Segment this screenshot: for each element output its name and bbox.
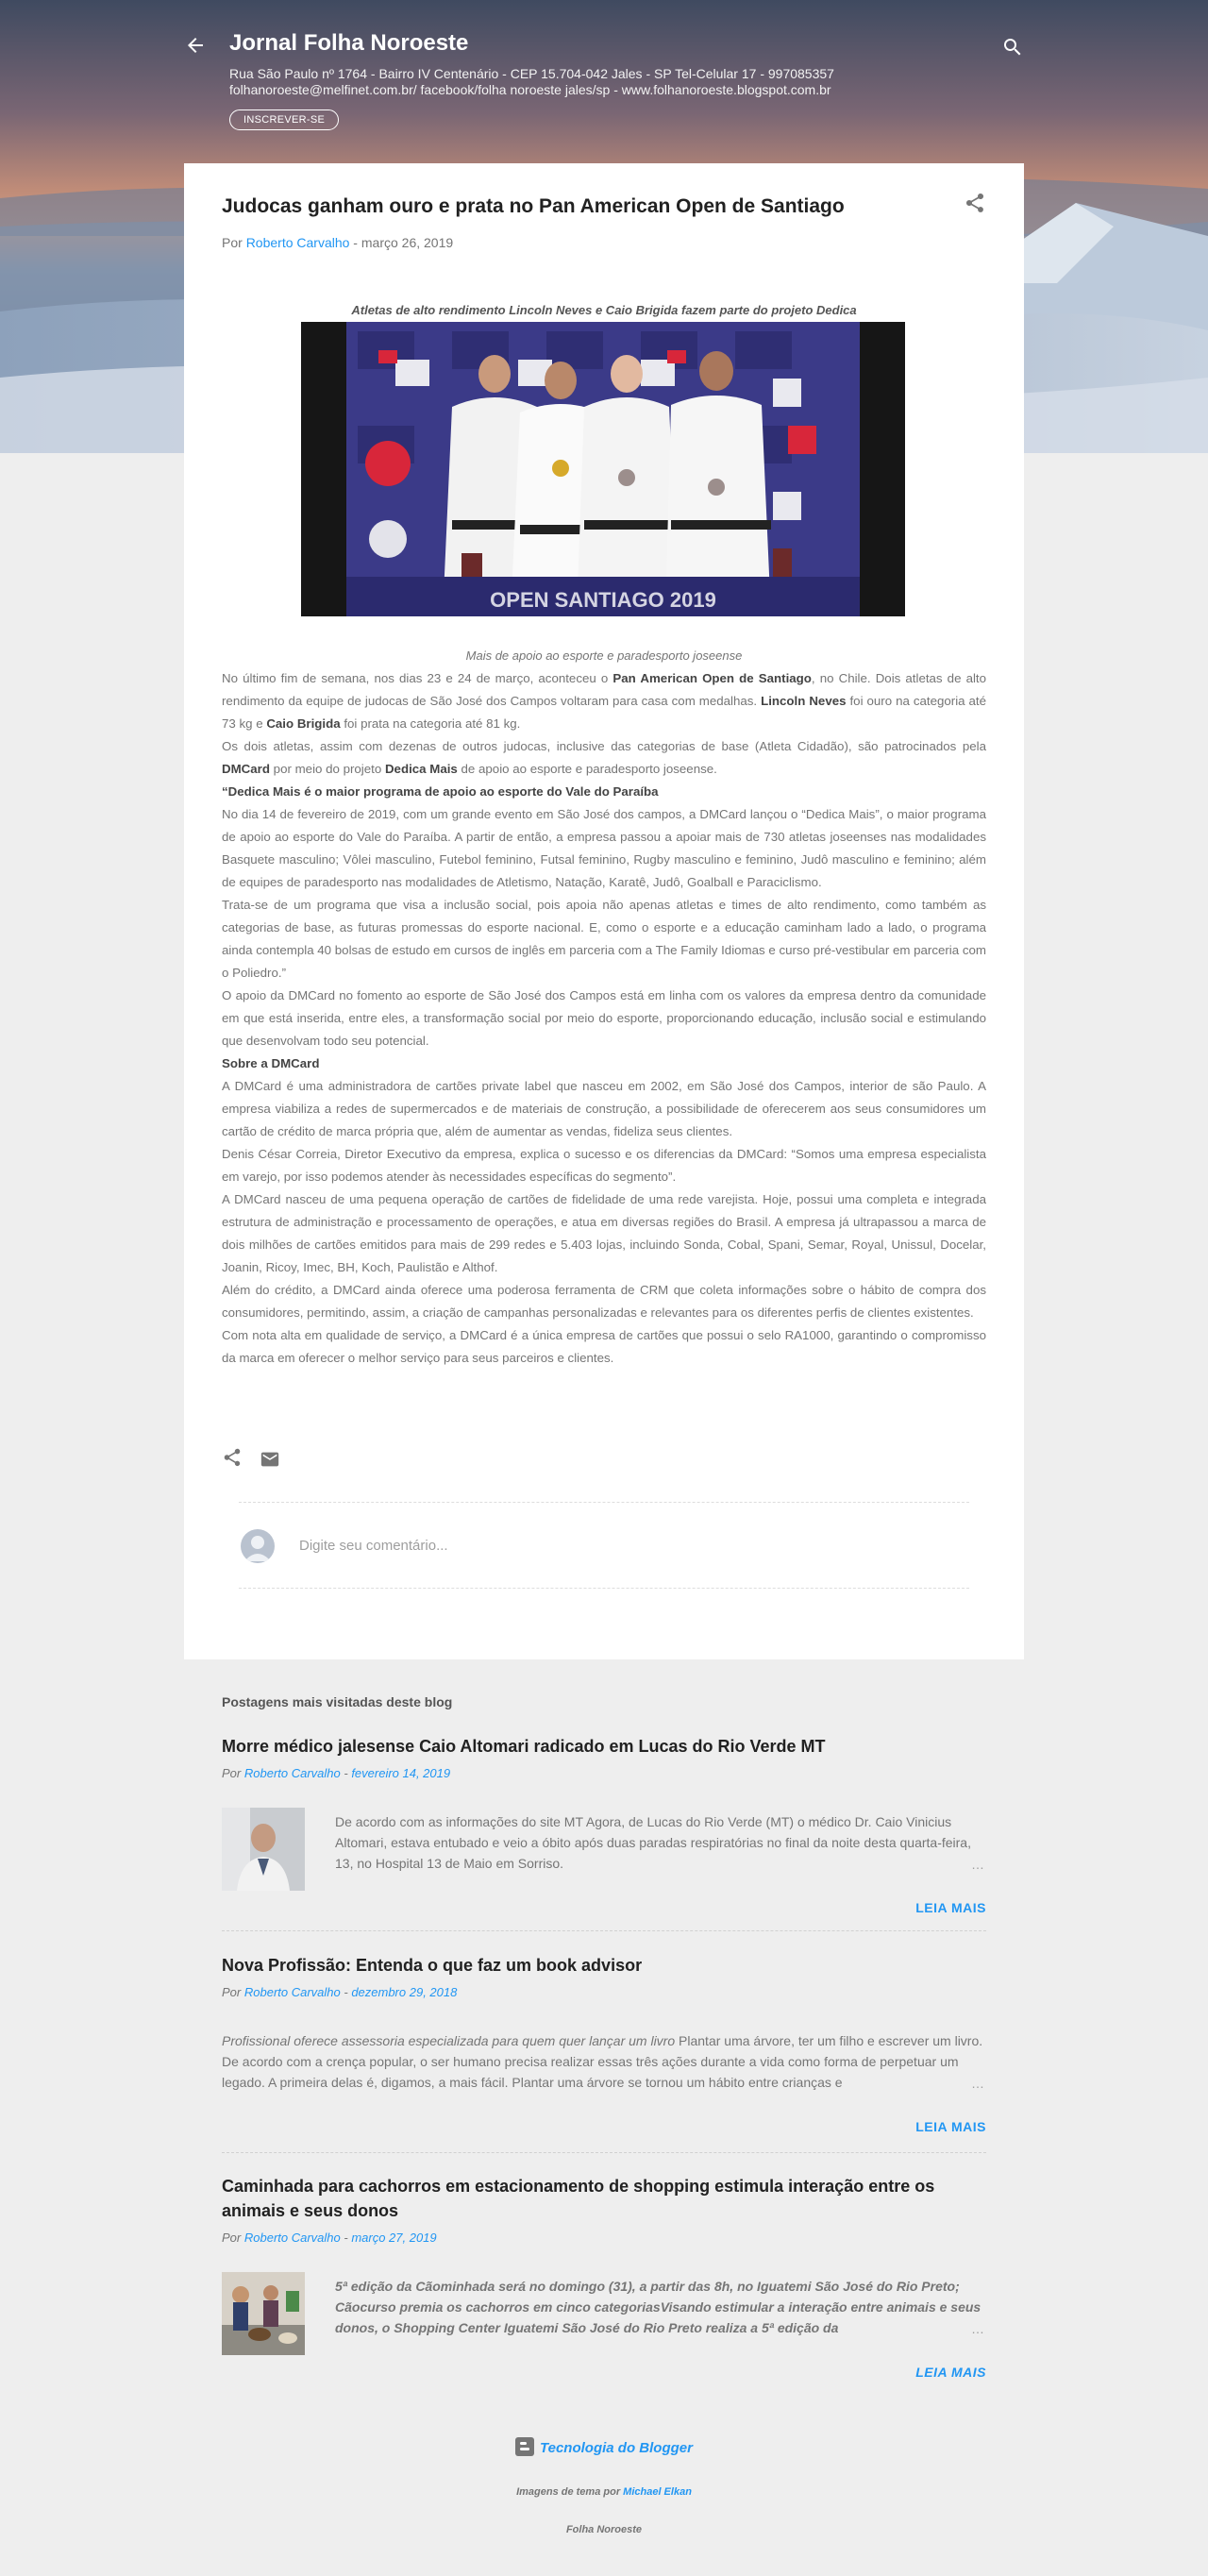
share-icon[interactable] <box>222 1447 243 1468</box>
author-link[interactable]: Roberto Carvalho <box>245 235 350 250</box>
dog-walk-photo-image <box>222 2272 305 2355</box>
email-icon[interactable] <box>260 1449 280 1470</box>
article-paragraph: Os dois atletas, assim com dezenas de outros judocas, inclusive das categorias de base (Atleta Cidadão), são patrocinados pela DMCard por meio do projeto Dedica Mais de apoio ao esporte e paradesporto joseense. <box>222 739 986 776</box>
subscribe-button[interactable]: INSCREVER-SE <box>229 109 339 130</box>
more-dots: … <box>971 2321 986 2336</box>
article-paragraph: Além do crédito, a DMCard ainda oferece uma poderosa ferramenta de CRM que coleta informações sobre o hábito de compra dos consumidores, permitindo, assim, a criação de campanhas personalizadas e relevantes para os diferentes perfis de clientes existentes. <box>222 1283 986 1320</box>
copyright: Folha Noroeste <box>565 2524 643 2535</box>
byline-prefix: Por <box>222 2231 242 2245</box>
popular-post <box>222 1953 986 1999</box>
article-paragraph: No último fim de semana, nos dias 23 e 24 de março, aconteceu o Pan American Open de Santiago, no Chile. Dois atletas de alto rendimento da equipe de judocas de São José dos Campos voltaram para casa com medalhas. Lincoln Neves foi ouro na categoria até 73 kg e Caio Brigida foi prata na categoria até 81 kg. <box>222 671 987 731</box>
theme-artist-link[interactable]: Michael Elkan <box>623 2486 692 2498</box>
byline-separator: - <box>340 1766 352 1780</box>
article-paragraph: O apoio da DMCard no fomento ao esporte de São José dos Campos está em linha com os valores da empresa dentro da comunidade em que está inserida, entre eles, a transformação social por meio do esporte, proporcionando educação, inclusão social e estimulando que desenvolvam todo seu potencial. <box>222 988 986 1048</box>
post-date[interactable]: março 27, 2019 <box>351 2231 437 2245</box>
article-paragraph: A DMCard nasceu de uma pequena operação de cartões de fidelidade de uma rede varejista. Hoje, possui uma completa e integrada estrutura de administração e processamento de operações, e atua em diversas regiões do Brasil. A empresa já ultrapassou a marca de dois milhões de cartões emitidos para mais de 299 redes e 5.403 lojas, incluindo Sonda, Cobal, Spani, Semar, Royal, Unissul, Docelar, Joanin, Ricoy, Imec, BH, Koch, Paulistão e Althof. <box>222 1192 986 1274</box>
post-date[interactable]: dezembro 29, 2018 <box>351 1985 458 1999</box>
article-paragraph: Trata-se de um programa que visa a inclusão social, pois apoia não apenas atletas e times de alto rendimento, como também as categorias de base, as futuras promessas do esporte nacional. E, como o esporte e a educação caminham lado a lado, o programa ainda contempla 40 bolsas de estudo em cursos de inglês em parceria com a The Family Idiomas e curso pré-vestibular em parceria com o Poliedro.” <box>222 898 986 980</box>
blogger-link[interactable]: Tecnologia do Blogger <box>540 2440 693 2456</box>
post-date[interactable]: março 26, 2019 <box>361 235 454 250</box>
popular-post <box>222 1734 986 1780</box>
byline-prefix: Por <box>222 1985 242 1999</box>
author-link[interactable]: Roberto Carvalho <box>243 1766 341 1780</box>
image-caption-top: Atletas de alto rendimento Lincoln Neves e Caio Brigida fazem parte do projeto Dedica <box>351 303 857 317</box>
post-card <box>184 163 1024 1659</box>
author-link[interactable]: Roberto Carvalho <box>243 2231 341 2245</box>
photo-banner-text: OPEN SANTIAGO 2019 <box>490 588 716 612</box>
article-subheading: “Dedica Mais é o maior programa de apoio ao esporte do Vale do Paraíba <box>222 784 659 799</box>
read-more-link[interactable]: LEIA MAIS <box>915 2365 986 2380</box>
author-link[interactable]: Roberto Carvalho <box>243 1985 341 1999</box>
user-icon <box>241 1529 275 1563</box>
comment-input[interactable]: Digite seu comentário... <box>299 1538 448 1554</box>
popular-post-meta <box>222 1766 986 1780</box>
popular-post-thumbnail[interactable] <box>222 2272 305 2355</box>
popular-post-meta <box>222 1985 986 1999</box>
blogger-icon <box>515 2437 534 2456</box>
popular-post-snippet: 5ª edição da Cãominhada será no domingo (31), a partir das 8h, no Iguatemi São José do Rio Preto; Cãocurso premia os cachorros em cinco categoriasVisando estimular a interação entre animais e seus donos, o Shopping Center Iguatemi São José do Rio Preto realiza a 5ª edição da <box>335 2279 982 2335</box>
doctor-photo-image <box>222 1808 305 1891</box>
podium-photo-image <box>301 322 905 616</box>
article-paragraph: No dia 14 de fevereiro de 2019, com um grande evento em São José dos campos, a DMCard lançou o “Dedica Mais”, o maior programa de apoio ao esporte do Vale do Paraíba. A partir de então, a empresa passou a apoiar mais de 730 atletas joseenses nas modalidades Basquete masculino; Vôlei masculino, Futebol feminino, Futsal feminino, Rugby masculino e feminino, Judô masculino e feminino; além de equipes de paradesporto nas modalidades de Atletismo, Natação, Karatê, Judô, Goalball e Paraciclismo. <box>222 807 986 889</box>
article-paragraph: A DMCard é uma administradora de cartões private label que nasceu em 2002, em São José dos Campos, interior de são Paulo. A empresa viabiliza a redes de supermercados e de materiais de construção, a possibilidade de oferecerem aos seus consumidores um cartão de crédito de marca própria que, além de aumentar as vendas, fideliza seus clientes. <box>222 1079 986 1138</box>
article-subheading: Sobre a DMCard <box>222 1056 320 1070</box>
blog-title[interactable]: Jornal Folha Noroeste <box>229 30 469 56</box>
popular-post-title[interactable]: Nova Profissão: Entenda o que faz um book advisor <box>222 1956 643 1975</box>
back-arrow-icon[interactable] <box>184 34 207 57</box>
post-byline <box>222 235 453 250</box>
search-icon[interactable] <box>1001 36 1024 59</box>
byline-separator: - <box>340 1985 352 1999</box>
popular-post-snippet: De acordo com as informações do site MT Agora, de Lucas do Rio Verde (MT) o médico Dr. Caio Vinicius Altomari, estava entubado e veio a óbito após duas paradas respiratórias no final da noite desta quarta-feira, 13, no Hospital 13 de Maio em Sorriso. <box>335 1814 971 1871</box>
avatar <box>241 1529 275 1563</box>
byline-prefix: Por <box>222 235 243 250</box>
article-paragraph: Com nota alta em qualidade de serviço, a DMCard é a única empresa de cartões que possui o selo RA1000, garantindo o compromisso da marca em oferecer o melhor serviço para seus parceiros e clientes. <box>222 1328 986 1365</box>
byline-separator: - <box>340 2231 352 2245</box>
blog-description-line: folhanoroeste@melfinet.com.br/ facebook/folha noroeste jales/sp - www.folhanoroeste.blogspot.com.br <box>229 82 831 97</box>
divider <box>222 1930 986 1931</box>
popular-post-title[interactable]: Caminhada para cachorros em estacionamento de shopping estimula interação entre os animais e seus donos <box>222 2177 935 2220</box>
popular-post-thumbnail[interactable] <box>222 1808 305 1891</box>
popular-post-title[interactable]: Morre médico jalesense Caio Altomari radicado em Lucas do Rio Verde MT <box>222 1737 826 1756</box>
byline-prefix: Por <box>222 1766 242 1780</box>
blogger-attribution[interactable] <box>0 2437 1208 2456</box>
post-body <box>222 667 986 1370</box>
divider <box>222 2152 986 2153</box>
blog-description <box>229 66 909 98</box>
theme-prefix: Imagens de tema por <box>516 2486 624 2498</box>
read-more-link[interactable]: LEIA MAIS <box>915 1900 986 1915</box>
post-date[interactable]: fevereiro 14, 2019 <box>351 1766 451 1780</box>
popular-post-snippet: Profissional oferece assessoria especializada para quem quer lançar um livro Plantar uma árvore, ter um filho e escrever um livro. De acordo com a crença popular, o ser humano precisa realizar essas três ações durante a vida como forma de perpetuar um legado. A primeira delas é, digamos, a mais fácil. Plantar uma árvore se tornou um hábito entre crianças e <box>222 2033 983 2090</box>
comment-box[interactable] <box>239 1502 969 1589</box>
theme-attribution <box>0 2486 1208 2498</box>
blog-description-line: Rua São Paulo nº 1764 - Bairro IV Centenário - CEP 15.704-042 Jales - SP Tel-Celular 17 - 997085357 <box>229 66 834 81</box>
popular-heading: Postagens mais visitadas deste blog <box>222 1694 453 1709</box>
image-caption-bottom: Mais de apoio ao esporte e paradesporto joseense <box>465 648 743 663</box>
more-dots: … <box>971 2076 986 2091</box>
popular-post-meta <box>222 2231 939 2245</box>
read-more-link[interactable]: LEIA MAIS <box>915 2119 986 2134</box>
post-title: Judocas ganham ouro e prata no Pan American Open de Santiago <box>222 195 845 217</box>
byline-separator: - <box>349 235 361 250</box>
post-photo[interactable] <box>301 322 905 616</box>
share-icon[interactable] <box>964 192 986 214</box>
more-dots: … <box>971 1857 986 1872</box>
article-paragraph: Denis César Correia, Diretor Executivo da empresa, explica o sucesso e os diferencias da DMCard: “Somos uma empresa especialista em varejo, por isso podemos atender às necessidades específicas do segmento”. <box>222 1147 986 1184</box>
popular-post <box>222 2174 939 2245</box>
